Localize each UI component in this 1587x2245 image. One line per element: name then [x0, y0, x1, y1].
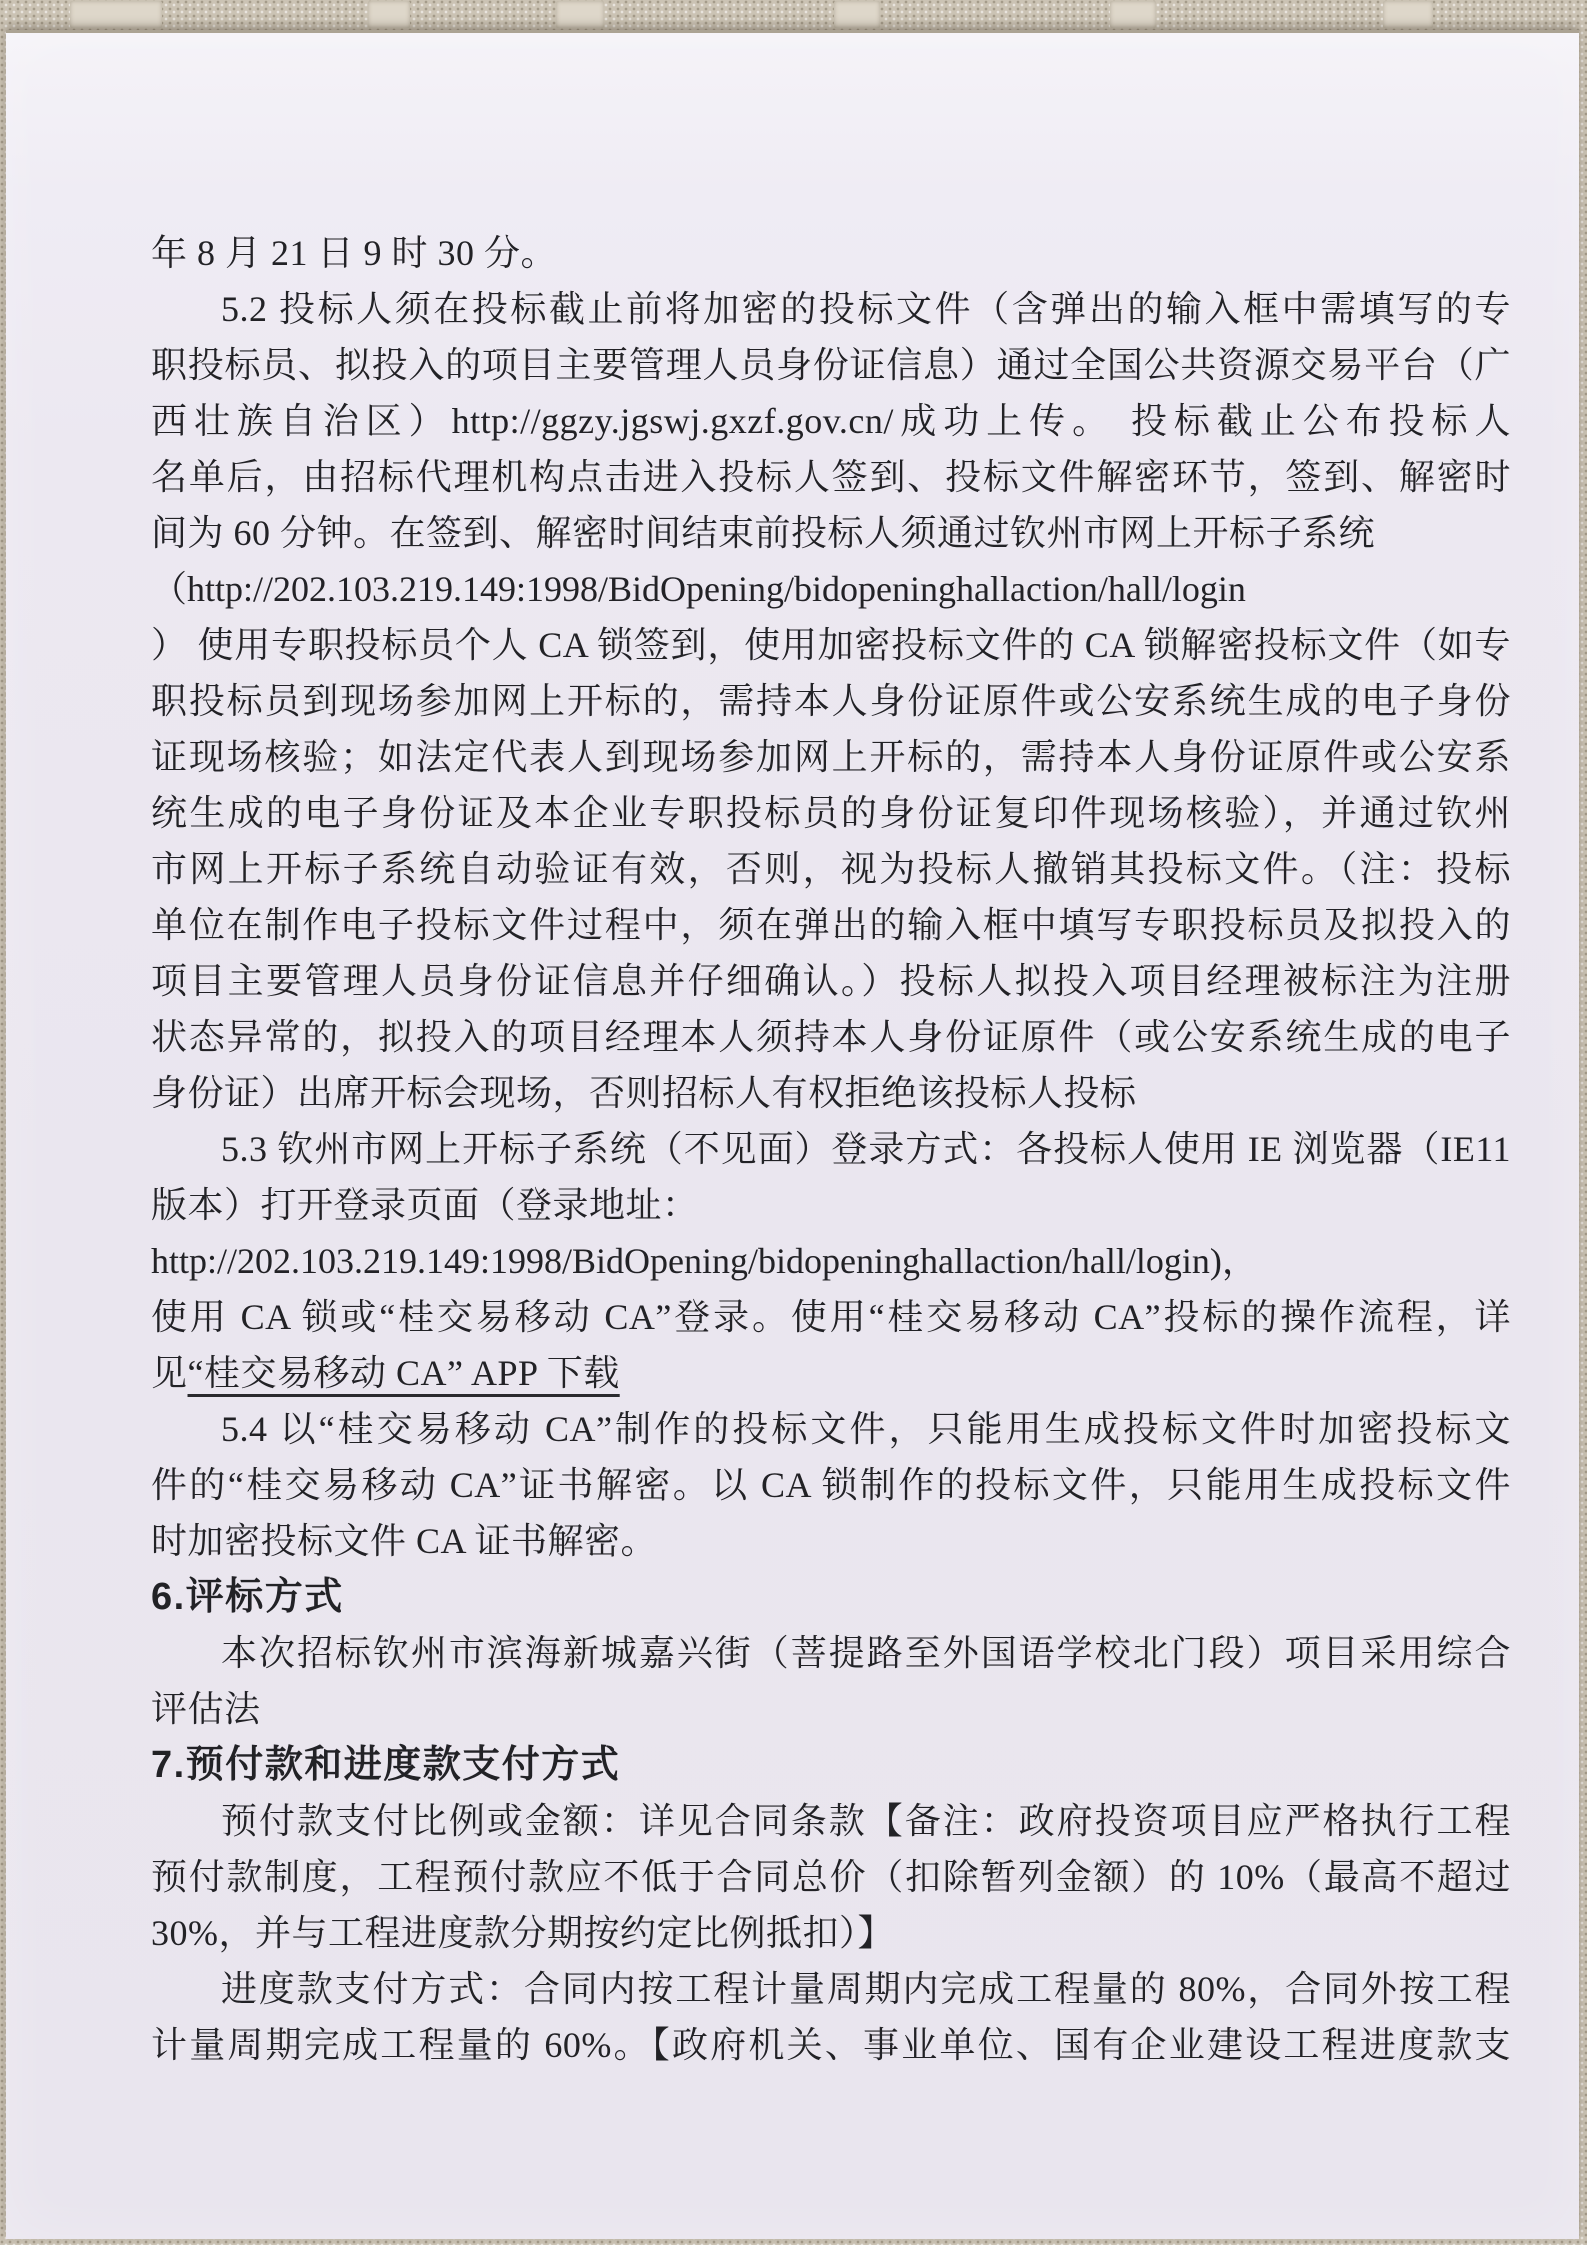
- text-line: 进度款支付方式：合同内按工程计量周期内完成工程量的 80%，合同外按工程: [221, 1969, 1511, 2009]
- text-line: 职投标员、拟投入的项目主要管理人员身份证信息）通过全国公共资源交易平台（广: [151, 345, 1511, 385]
- binding-tape-segment: [1383, 1, 1433, 28]
- text-line: 版本）打开登录页面（登录地址：: [151, 1185, 699, 1225]
- text-line: 项目主要管理人员身份证信息并仔细确认。）投标人拟投入项目经理被标注为注册: [151, 961, 1511, 1001]
- binding-tape-segment: [834, 1, 880, 28]
- text-line: 件的“桂交易移动 CA”证书解密。以 CA 锁制作的投标文件，只能用生成投标文件: [151, 1465, 1511, 1505]
- section-heading-6: 6.评标方式: [151, 1576, 344, 1618]
- document-text-block: [151, 225, 1511, 2073]
- text-line-url: http://202.103.219.149:1998/BidOpening/bidopeninghallaction/hall/login)，: [151, 1241, 1258, 1281]
- app-download-underlined-text: “桂交易移动 CA” APP 下载: [187, 1353, 620, 1393]
- text-line: [151, 1345, 1511, 1401]
- binding-tape-segment: [368, 1, 410, 28]
- text-line: 间为 60 分钟。在签到、解密时间结束前投标人须通过钦州市网上开标子系统: [151, 513, 1376, 553]
- text-line: ） 使用专职投标员个人 CA 锁签到，使用加密投标文件的 CA 锁解密投标文件（如专: [151, 625, 1511, 665]
- text-line: 30%，并与工程进度款分期按约定比例抵扣）】: [151, 1913, 894, 1953]
- text-line: 使用 CA 锁或“桂交易移动 CA”登录。使用“桂交易移动 CA”投标的操作流程，详: [151, 1297, 1511, 1337]
- text-line: 预付款支付比例或金额：详见合同条款【备注：政府投资项目应严格执行工程: [221, 1801, 1511, 1841]
- text-line: 评估法: [151, 1689, 261, 1729]
- text-line: 本次招标钦州市滨海新城嘉兴街（菩提路至外国语学校北门段）项目采用综合: [221, 1633, 1511, 1673]
- text-line: 名单后，由招标代理机构点击进入投标人签到、投标文件解密环节，签到、解密时: [151, 457, 1511, 497]
- text-line: 统生成的电子身份证及本企业专职投标员的身份证复印件现场核验），并通过钦州: [151, 793, 1511, 833]
- binding-tape-segment: [70, 1, 162, 28]
- text-line: 职投标员到现场参加网上开标的，需持本人身份证原件或公安系统生成的电子身份: [151, 681, 1511, 721]
- text-line: 5.4 以“桂交易移动 CA”制作的投标文件，只能用生成投标文件时加密投标文: [221, 1409, 1511, 1449]
- text-line: 状态异常的，拟投入的项目经理本人须持本人身份证原件（或公安系统生成的电子: [151, 1017, 1511, 1057]
- text-line: 身份证）出席开标会现场，否则招标人有权拒绝该投标人投标: [151, 1073, 1137, 1113]
- text-line: 5.2 投标人须在投标截止前将加密的投标文件（含弹出的输入框中需填写的专: [221, 289, 1511, 329]
- section-heading-7: 7.预付款和进度款支付方式: [151, 1744, 621, 1786]
- binding-tape-segment: [1110, 1, 1156, 28]
- text-line: 证现场核验；如法定代表人到现场参加网上开标的，需持本人身份证原件或公安系: [151, 737, 1511, 777]
- text-line: 市网上开标子系统自动验证有效，否则，视为投标人撤销其投标文件。（注：投标: [151, 849, 1511, 889]
- text-line: 计量周期完成工程量的 60%。【政府机关、事业单位、国有企业建设工程进度款支: [151, 2025, 1511, 2065]
- text-line: 年 8 月 21 日 9 时 30 分。: [151, 233, 558, 273]
- text-line-url: （http://202.103.219.149:1998/BidOpening/bidopeninghallaction/hall/login: [151, 569, 1246, 609]
- line-prefix: 见: [151, 1353, 188, 1393]
- binding-edge-strip: [0, 0, 1587, 30]
- text-line: 西壮族自治区）http://ggzy.jgswj.gxzf.gov.cn/成功上传。 投标截止公布投标人: [151, 401, 1511, 441]
- binding-tape-segment: [556, 1, 604, 28]
- text-line: 单位在制作电子投标文件过程中，须在弹出的输入框中填写专职投标员及拟投入的: [151, 905, 1511, 945]
- text-line: 时加密投标文件 CA 证书解密。: [151, 1521, 658, 1561]
- text-line: 5.3 钦州市网上开标子系统（不见面）登录方式：各投标人使用 IE 浏览器（IE11: [221, 1129, 1511, 1169]
- text-line: 预付款制度，工程预付款应不低于合同总价（扣除暂列金额）的 10%（最高不超过: [151, 1857, 1511, 1897]
- document-page: [6, 30, 1579, 2239]
